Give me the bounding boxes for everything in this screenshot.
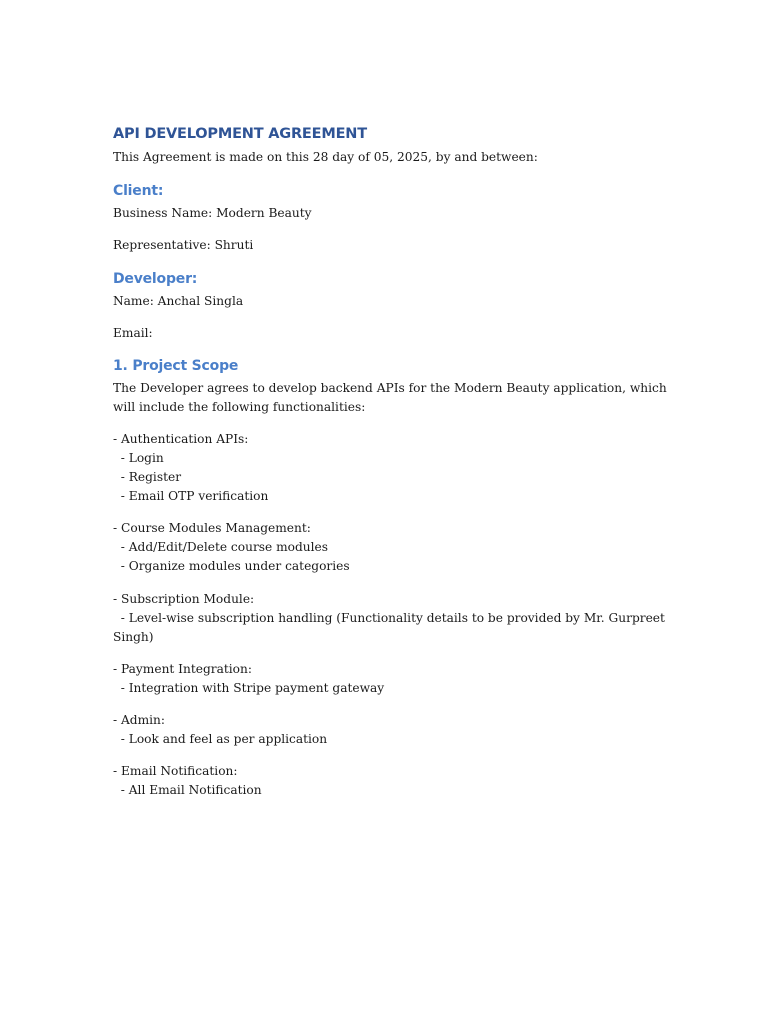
document-title: API DEVELOPMENT AGREEMENT bbox=[113, 126, 367, 142]
client-representative: Representative: Shruti bbox=[113, 238, 254, 252]
developer-name: Name: Anchal Singla bbox=[113, 294, 244, 308]
scope-intro-line-1: The Developer agrees to develop backend APIs for the Modern Beauty application, which bbox=[113, 381, 667, 395]
auth-item-register: - Register bbox=[113, 470, 182, 484]
scope-intro-line-2: will include the following functionalities: bbox=[113, 400, 366, 414]
auth-apis-title: - Authentication APIs: bbox=[113, 432, 249, 446]
course-item-organize: - Organize modules under categories bbox=[113, 559, 350, 573]
course-modules-title: - Course Modules Management: bbox=[113, 521, 311, 535]
auth-item-login: - Login bbox=[113, 451, 164, 465]
payment-item-stripe: - Integration with Stripe payment gateway bbox=[113, 681, 385, 695]
client-business-name: Business Name: Modern Beauty bbox=[113, 206, 312, 220]
client-heading: Client: bbox=[113, 183, 164, 199]
developer-heading: Developer: bbox=[113, 271, 198, 287]
payment-title: - Payment Integration: bbox=[113, 662, 252, 676]
auth-item-otp: - Email OTP verification bbox=[113, 489, 269, 503]
subscription-title: - Subscription Module: bbox=[113, 592, 255, 606]
project-scope-heading: 1. Project Scope bbox=[113, 358, 239, 374]
email-notification-title: - Email Notification: bbox=[113, 764, 238, 778]
email-notification-item: - All Email Notification bbox=[113, 783, 262, 797]
admin-item-look-feel: - Look and feel as per application bbox=[113, 732, 328, 746]
subscription-line-2: Singh) bbox=[113, 630, 154, 644]
subscription-line-1: - Level-wise subscription handling (Functionality details to be provided by Mr. Gurpreet bbox=[113, 611, 665, 625]
developer-email: Email: bbox=[113, 326, 153, 340]
agreement-intro: This Agreement is made on this 28 day of 05, 2025, by and between: bbox=[113, 150, 538, 164]
course-item-crud: - Add/Edit/Delete course modules bbox=[113, 540, 329, 554]
admin-title: - Admin: bbox=[113, 713, 166, 727]
